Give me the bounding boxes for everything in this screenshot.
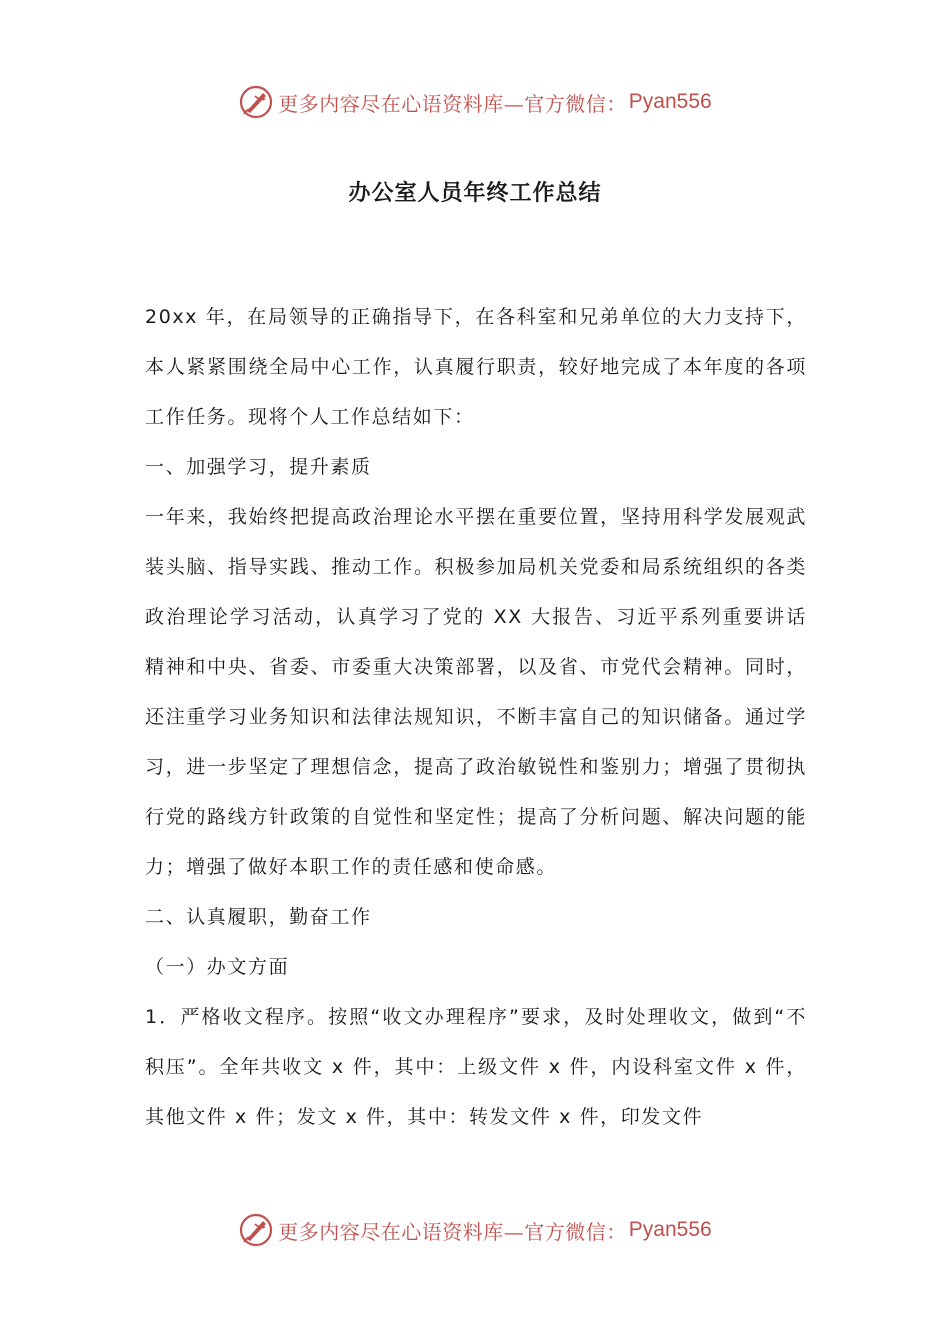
watermark-wechat-id: Pyan556 (628, 1218, 712, 1241)
watermark-text: 更多内容尽在心语资料库—官方微信： (278, 91, 627, 116)
document-title: 办公室人员年终工作总结 (348, 181, 602, 206)
paragraph-study: 一年来，我始终把提高政治理论水平摆在重要位置，坚持用科学发展观武装头脑、指导实践、推动工作。积极参加局机关党委和局系统组织的各类政治理论学习活动，认真学习了党的 XX 大报告、习近平系列重要讲话精神和中央、省委、市委重大决策部署，以及省、市党代会精神。同时，还注重学习业务知识和法律法规知识，不断丰富自己的知识储备。通过学习，进一步坚定了理想信念，提高了政治敏锐性和鉴别力；增强了贯彻执行党的路线方针政策的自觉性和坚定性；提高了分析问题、解决问题的能力；增强了做好本职工作的责任感和使命感。 (145, 506, 807, 878)
paragraph-intro: 20xx 年，在局领导的正确指导下，在各科室和兄弟单位的大力支持下，本人紧紧围绕全局中心工作，认真履行职责，较好地完成了本年度的各项工作任务。现将个人工作总结如下： (145, 306, 807, 428)
watermark-banner-top (0, 80, 950, 124)
quill-logo-icon (238, 84, 274, 120)
paragraph-receiving: 1．严格收文程序。按照“收文办理程序”要求，及时处理收文，做到“不积压”。全年共收文 x 件，其中：上级文件 x 件，内设科室文件 x 件，其他文件 x 件；发文 x 件，其中：转发文件 x 件，印发文件 (145, 1006, 807, 1128)
document-body (145, 292, 807, 1142)
watermark-wechat-id: Pyan556 (628, 90, 712, 113)
quill-logo-icon (238, 1212, 274, 1248)
section-heading-1: 一、加强学习，提升素质 (145, 456, 372, 478)
subsection-heading: （一）办文方面 (145, 956, 290, 978)
section-heading-2: 二、认真履职，勤奋工作 (145, 906, 372, 928)
watermark-banner-bottom (0, 1208, 950, 1252)
watermark-text: 更多内容尽在心语资料库—官方微信： (278, 1219, 627, 1244)
